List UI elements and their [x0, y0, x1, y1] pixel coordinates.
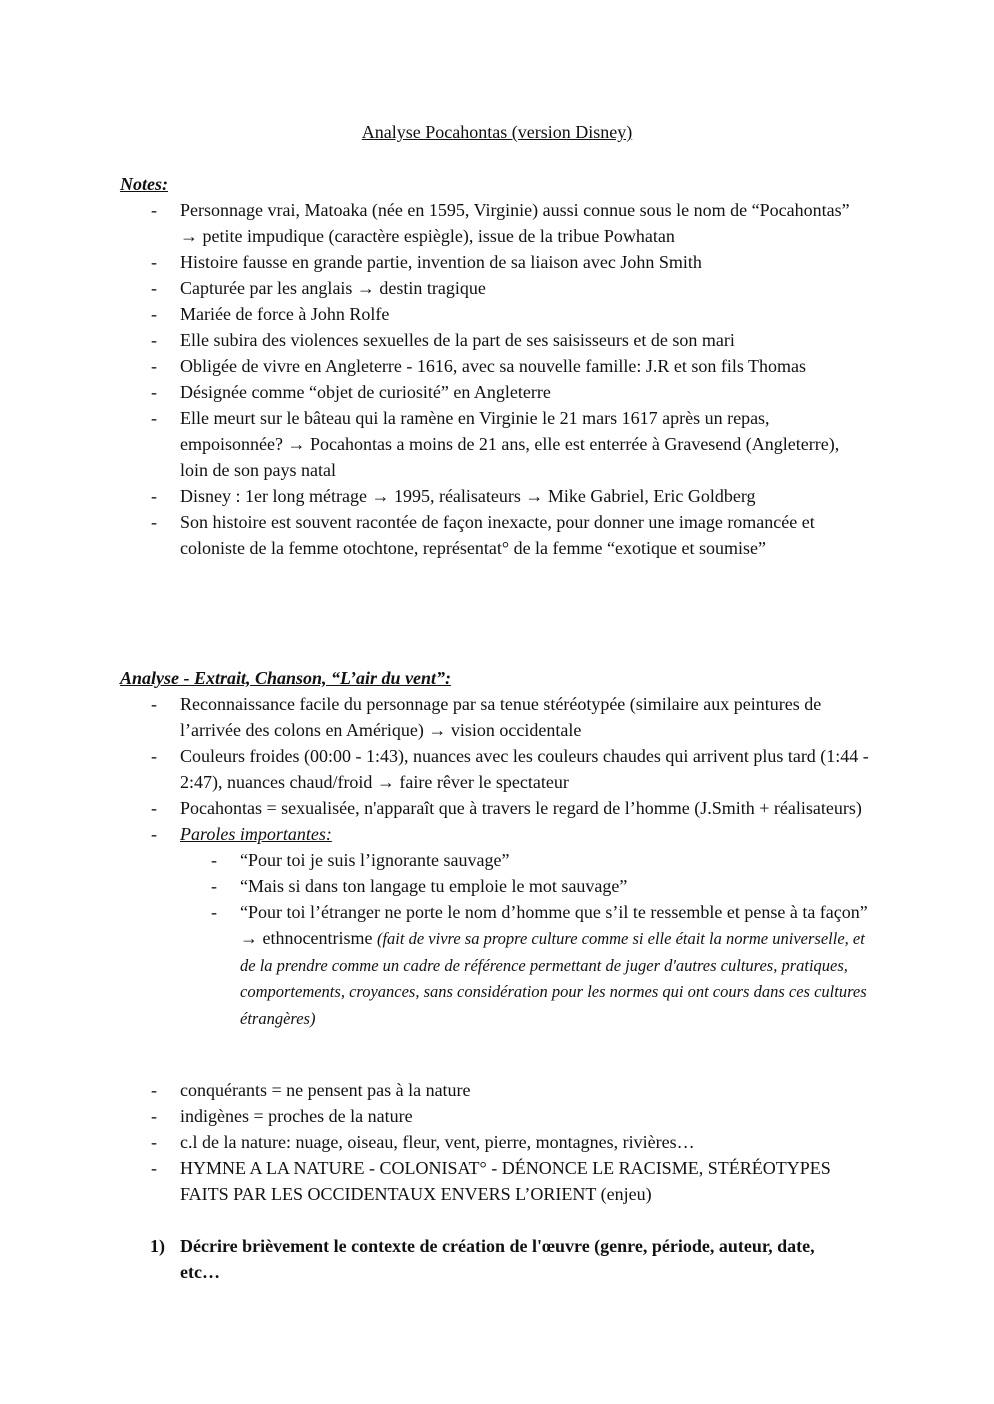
notes-heading: Notes: — [120, 174, 168, 194]
notes-section — [0, 171, 994, 561]
analyse-list — [0, 691, 994, 847]
notes-item: - Histoire fausse en grande partie, invention de sa liaison avec John Smith — [0, 249, 870, 275]
paroles-list — [0, 847, 994, 1031]
notes-list — [0, 197, 994, 561]
analyse-heading: Analyse - Extrait, Chanson, “L’air du vent”: — [120, 668, 452, 688]
parole-item: - “Mais si dans ton langage tu emploie le mot sauvage” — [0, 873, 870, 899]
analyse-item: - conquérants = ne pensent pas à la nature — [0, 1077, 870, 1103]
analyse-extra-list — [0, 1077, 994, 1207]
notes-item: - Capturée par les anglais → destin tragique — [0, 275, 870, 301]
ethnocentrisme-definition: (fait de vivre sa propre culture comme si elle était la norme universelle, et de la prendre comme un cadre de référence permettant de juger d'autres cultures, pratiques, comportements, croyances, sans considération pour les normes qui ont cours dans ces cultures étrangères) — [240, 929, 867, 1028]
analyse-section — [0, 665, 994, 1031]
notes-item: - Elle subira des violences sexuelles de la part de ses saisisseurs et de son mari — [0, 327, 870, 353]
analyse-item: - Pocahontas = sexualisée, n'apparaît que à travers le regard de l’homme (J.Smith + réalisateurs) — [0, 795, 870, 821]
analyse-item: - Couleurs froides (00:00 - 1:43), nuances avec les couleurs chaudes qui arrivent plus tard (1:44 - 2:47), nuances chaud/froid → faire rêver le spectateur — [0, 743, 870, 795]
document-title: Analyse Pocahontas (version Disney) — [361, 122, 633, 142]
paroles-label: Paroles importantes: — [180, 824, 332, 844]
question-1 — [0, 1233, 994, 1285]
parole-item: - “Pour toi je suis l’ignorante sauvage” — [0, 847, 870, 873]
notes-item: - Désignée comme “objet de curiosité” en Angleterre — [0, 379, 870, 405]
notes-item: - Personnage vrai, Matoaka (née en 1595, Virginie) aussi connue sous le nom de “Pocahontas” → petite impudique (caractère espiègle), issue de la tribue Powhatan — [0, 197, 870, 249]
analyse-item: - c.l de la nature: nuage, oiseau, fleur, vent, pierre, montagnes, rivières… — [0, 1129, 870, 1155]
notes-item: - Son histoire est souvent racontée de façon inexacte, pour donner une image romancée et coloniste de la femme otochtone, représentat° de la femme “exotique et soumise” — [0, 509, 870, 561]
analyse-item: - indigènes = proches de la nature — [0, 1103, 870, 1129]
notes-item: - Disney : 1er long métrage → 1995, réalisateurs → Mike Gabriel, Eric Goldberg — [0, 483, 870, 509]
notes-item: - Mariée de force à John Rolfe — [0, 301, 870, 327]
analyse-item: - HYMNE A LA NATURE - COLONISAT° - DÉNONCE LE RACISME, STÉRÉOTYPES FAITS PAR LES OCCIDENTAUX ENVERS L’ORIENT (enjeu) — [0, 1155, 870, 1207]
analyse-item: - Reconnaissance facile du personnage par sa tenue stéréotypée (similaire aux peintures de l’arrivée des colons en Amérique) → vision occidentale — [0, 691, 870, 743]
question-number: 1) — [150, 1236, 165, 1256]
paroles-item — [0, 821, 870, 847]
notes-item: - Obligée de vivre en Angleterre - 1616, avec sa nouvelle famille: J.R et son fils Thomas — [0, 353, 870, 379]
analyse-extra-section — [0, 1077, 994, 1207]
question-text: Décrire brièvement le contexte de création de l'œuvre (genre, période, auteur, date, etc… — [180, 1236, 815, 1282]
notes-item: - Elle meurt sur le bâteau qui la ramène en Virginie le 21 mars 1617 après un repas, empoisonnée? → Pocahontas a moins de 21 ans, elle est enterrée à Gravesend (Angleterre), loin de son pays natal — [0, 405, 870, 483]
parole-text: “Pour toi l’étranger ne porte le nom d’homme que s’il te ressemble et pense à ta façon” → ethnocentrisme — [240, 902, 868, 948]
parole-item — [0, 899, 870, 1031]
